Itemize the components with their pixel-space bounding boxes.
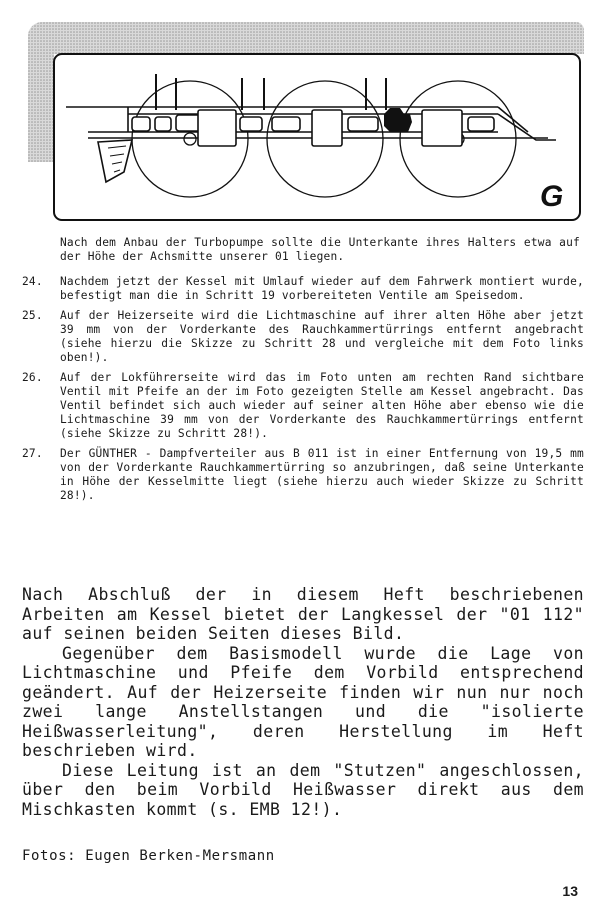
step-number: 26. [22,371,43,384]
paragraph: Diese Leitung ist an dem "Stutzen" angeschlossen, über den beim Vorbild Heißwasser direkt aus dem Mischkasten kommt (s. EMB 12!). [22,760,584,819]
step-text: Auf der Heizerseite wird die Lichtmaschine auf ihrer alten Höhe aber jetzt 39 mm von der Vorderkante des Rauchkammertürrings entfernt angebracht (siehe hierzu die Skizze zu Schritt 28 und vergleiche mit dem Foto links oben!). [60,309,584,364]
step-24 [22,275,584,303]
photo-credit: Fotos: Eugen Berken-Mersmann [22,848,275,864]
paragraph: Gegenüber dem Basismodell wurde die Lage von Lichtmaschine und Pfeife dem Vorbild entsprechend geändert. Auf der Heizerseite finden wir nun nur noch zwei lange Anstellstangen und die "isolierte Heißwasserleitung", deren Herstellung im Heft beschrieben wird. [22,643,584,760]
locomotive-sketch [28,22,584,222]
figure-caption: Nach dem Anbau der Turbopumpe sollte die Unterkante ihres Halters etwa auf der Höhe der Achsmitte unserer 01 liegen. [60,236,580,263]
step-27 [22,447,584,503]
step-26 [22,371,584,441]
body-text [22,585,584,819]
page-number: 13 [562,883,578,899]
step-number: 25. [22,309,43,322]
step-text: Der GÜNTHER - Dampfverteiler aus B 011 ist in einer Entfernung von 19,5 mm von der Vorderkante Rauchkammertürring so anzubringen, daß seine Unterkante in Höhe der Kesselmitte liegt (siehe hierzu auch wieder Skizze zu Schritt 28!). [60,447,584,502]
figure-label: G [540,180,564,213]
step-number: 24. [22,275,43,288]
step-25 [22,309,584,365]
instruction-steps [22,275,584,509]
step-text: Auf der Lokführerseite wird das im Foto unten am rechten Rand sichtbare Ventil mit Pfeife an der im Foto gezeigten Stelle am Kessel angebracht. Das Ventil befindet sich auch wieder auf seiner alten Höhe aber ebenso wie die Lichtmaschine 39 mm von der Vorderkante des Rauchkammertürrings entfernt (siehe Skizze zu Schritt 28!). [60,371,584,440]
locomotive-sketch-figure [28,22,584,222]
step-text: Nachdem jetzt der Kessel mit Umlauf wieder auf dem Fahrwerk montiert wurde, befestigt man die in Schritt 19 vorbereiteten Ventile am Speisedom. [60,275,584,302]
step-number: 27. [22,447,43,460]
paragraph: Nach Abschluß der in diesem Heft beschriebenen Arbeiten am Kessel bietet der Langkessel der "01 112" auf seinen beiden Seiten dieses Bild. [22,585,584,643]
